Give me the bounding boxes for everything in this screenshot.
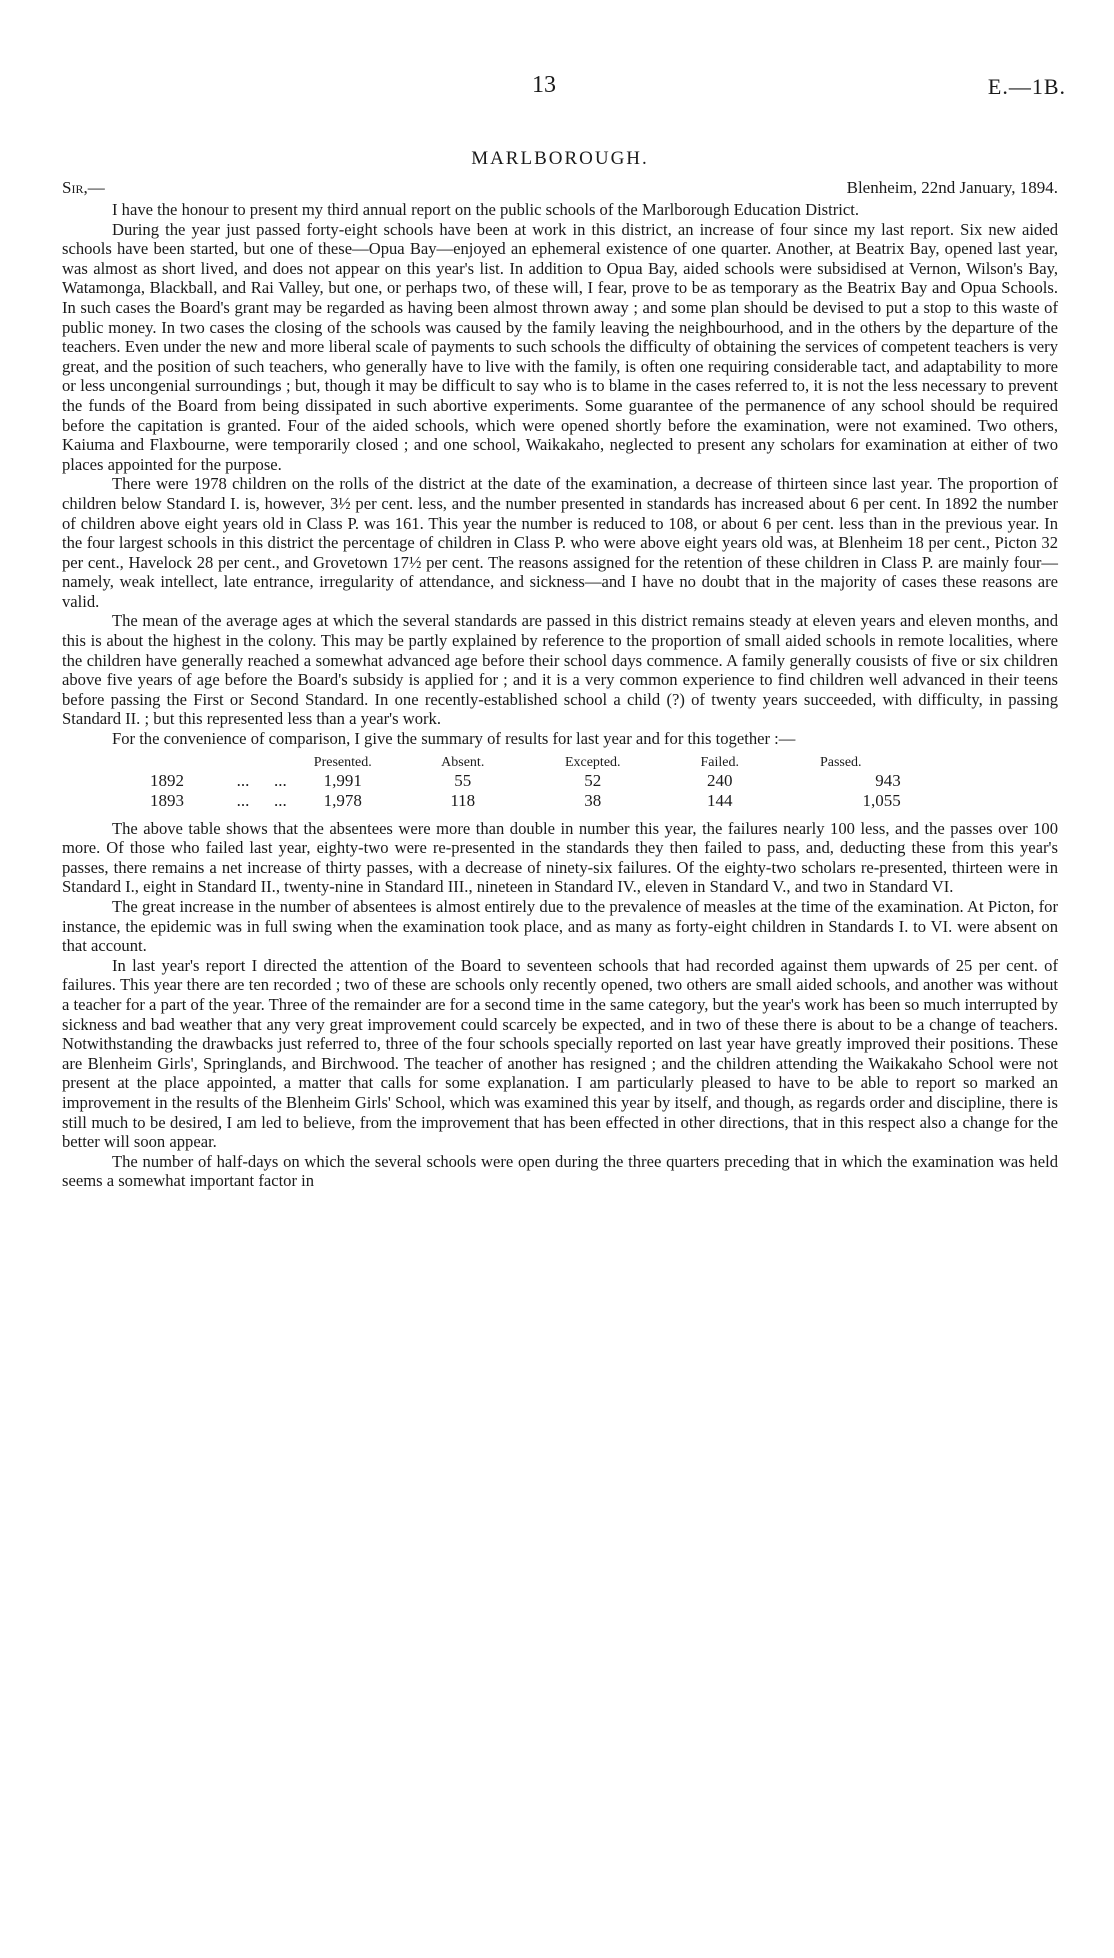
paragraph-absentees: The great increase in the number of absentees is almost entirely due to the prevalence of measles at the time of the examination. At Picton, for instance, the epidemic was in full swing when the examination took place, and as many as forty-eight children in Standards I. to VI. were absent on that account. [62, 897, 1058, 956]
cell-failed: 240 [707, 770, 733, 790]
table-row [150, 771, 901, 791]
page-header [62, 60, 1066, 100]
cell-year: 1892 [150, 770, 184, 790]
salutation-line [62, 178, 1058, 200]
salutation: Sir,— [62, 178, 105, 197]
page-number: 13 [532, 72, 556, 98]
cell-excepted: 52 [584, 770, 602, 790]
header-presented: Presented. [313, 754, 372, 770]
header-absent: Absent. [441, 754, 485, 770]
results-header-row [150, 755, 901, 771]
document-page [62, 60, 1066, 1191]
cell-presented: 1,978 [323, 790, 362, 810]
leader-dots: ... [236, 770, 250, 790]
document-code: E.—1B. [987, 74, 1066, 99]
cell-absent: 55 [454, 770, 472, 790]
paragraph-table-analysis: The above table shows that the absentees were more than double in number this year, the failures nearly 100 less, and the passes over 100 more. Of those who failed last year, eighty-two were re-presented in the standards they then failed to pass, and, deducting these from this year's passes, there remains a net increase of thirty passes, with a decrease of ninety-six failures. Of the eighty-two scholars re-presented, thirteen were in Standard I., eight in Standard II., twenty-nine in Standard III., nineteen in Standard IV., eleven in Standard V., and two in Standard VI. [62, 818, 1058, 897]
paragraph-ages: The mean of the average ages at which the several standards are passed in this district remains steady at eleven years and eleven months, and this is about the highest in the colony. This may be partly explained by reference to the proportion of small aided schools in remote localities, where the children have generally reached a somewhat advanced age before their school days commence. A family generally cousists of five or six children above five years of age before the Board's subsidy is applied for ; and it is a very common experience to find children well advanced in their teens before passing the First or Second Standard. In one recently-established school a child (?) of twenty years succeeded, with difficulty, in passing Standard II. ; but this represented less than a year's work. [62, 611, 1058, 729]
leader-dots: ... [274, 770, 287, 790]
header-excepted: Excepted. [564, 754, 621, 770]
cell-failed: 144 [707, 790, 733, 810]
paragraph-failures: In last year's report I directed the attention of the Board to seventeen schools that had recorded against them upwards of 25 per cent. of failures. This year there are ten recorded ; two of these are schools only recently opened, two others are small aided schools, and another was without a teacher for a part of the year. Three of the remainder are for a second time in the same category, but the year's work has been so much interrupted by sickness and bad weather that any very great improvement could scarcely be expected, and in two of these there is about to be a change of teachers. Notwithstanding the drawbacks just referred to, three of the four schools specially reported on last year have greatly improved their positions. These are Blenheim Girls', Springlands, and Birchwood. The teacher of another has resigned ; and the children attending the Waikakaho School were not present at the place appointed, a matter that calls for some explanation. I am particularly pleased to have to be able to report so marked an improvement in the results of the Blenheim Girls' School, which was examined this year by itself, and though, as regards order and discipline, there is still much to be desired, I am led to believe, from the improvement that has been effected in other directions, that in this respect also a change for the better will soon appear. [62, 955, 1058, 1152]
cell-absent: 118 [450, 790, 476, 810]
paragraph-intro: I have the honour to present my third annual report on the public schools of the Marlborough Education District. [112, 200, 860, 219]
paragraph-rolls: There were 1978 children on the rolls of the district at the date of the examination, a decrease of thirteen since last year. The proportion of children below Standard I. is, however, 3½ per cent. less, and the number presented in standards has increased about 6 per cent. In 1892 the number of children above eight years old in Class P. was 161. This year the number is reduced to 108, or about 6 per cent. less than in the previous year. In the four largest schools in this district the percentage of children in Class P. who were above eight years old was, at Blenheim 18 per cent., Picton 32 per cent., Havelock 28 per cent., and Grovetown 17½ per cent. The reasons assigned for the retention of these children in Class P. are mainly four—namely, weak intellect, late entrance, irregularity of attendance, and sickness—and I have no doubt that in the majority of cases these reasons are valid. [62, 474, 1058, 611]
paragraph-half-days: The number of half-days on which the several schools were open during the three quarters preceding that in which the examination was held seems a somewhat important factor in [62, 1151, 1058, 1191]
leader-dots: ... [236, 790, 250, 810]
section-title: MARLBOROUGH. [471, 148, 649, 169]
header-failed: Failed. [700, 754, 739, 770]
cell-excepted: 38 [584, 790, 602, 810]
header-passed: Passed. [819, 754, 862, 770]
cell-passed: 1,055 [862, 790, 901, 810]
cell-year: 1893 [150, 790, 184, 810]
cell-passed: 943 [875, 770, 901, 790]
paragraph-comparison: For the convenience of comparison, I give the summary of results for last year and for this together :— [112, 729, 796, 749]
table-row [150, 791, 901, 811]
paragraph-schools: During the year just passed forty-eight schools have been at work in this district, an increase of four since my last report. Six new aided schools have been started, but one of these—Opua Bay—enjoyed an ephemeral existence of one quarter. Another, at Beatrix Bay, opened last year, was almost as short lived, and does not appear on this year's list. In addition to Opua Bay, aided schools were subsidised at Vernon, Wilson's Bay, Watamonga, Blackball, and Rai Valley, but one, or perhaps two, of these will, I fear, prove to be as temporary as the Beatrix Bay and Opua Schools. In such cases the Board's grant may be regarded as having been almost thrown away ; and some plan should be devised to put a stop to this waste of public money. In two cases the closing of the schools was caused by the family leaving the neighbourhood, and in the others by the departure of the teachers. Even under the new and more liberal scale of payments to such schools the difficulty of obtaining the services of competent teachers is very great, and the position of such teachers, who generally have to live with the family, is often one requiring considerable tact, and adaptability to more or less uncongenial surroundings ; but, though it may be difficult to say who is to blame in the cases referred to, it is not the less necessary to prevent the funds of the Board from being dissipated in such abortive experiments. Some guarantee of the permanence of any school should be required before the capitation is granted. Four of the aided schools, which were opened shortly before the examination, were not examined. Two others, Kaiuma and Flaxbourne, were temporarily closed ; and one school, Waikakaho, neglected to present any scholars for examination at either of two places appointed for the purpose. [62, 219, 1058, 474]
cell-presented: 1,991 [323, 770, 362, 790]
leader-dots: ... [274, 790, 287, 810]
dateline: Blenheim, 22nd January, 1894. [846, 178, 1058, 197]
results-table [150, 755, 901, 811]
